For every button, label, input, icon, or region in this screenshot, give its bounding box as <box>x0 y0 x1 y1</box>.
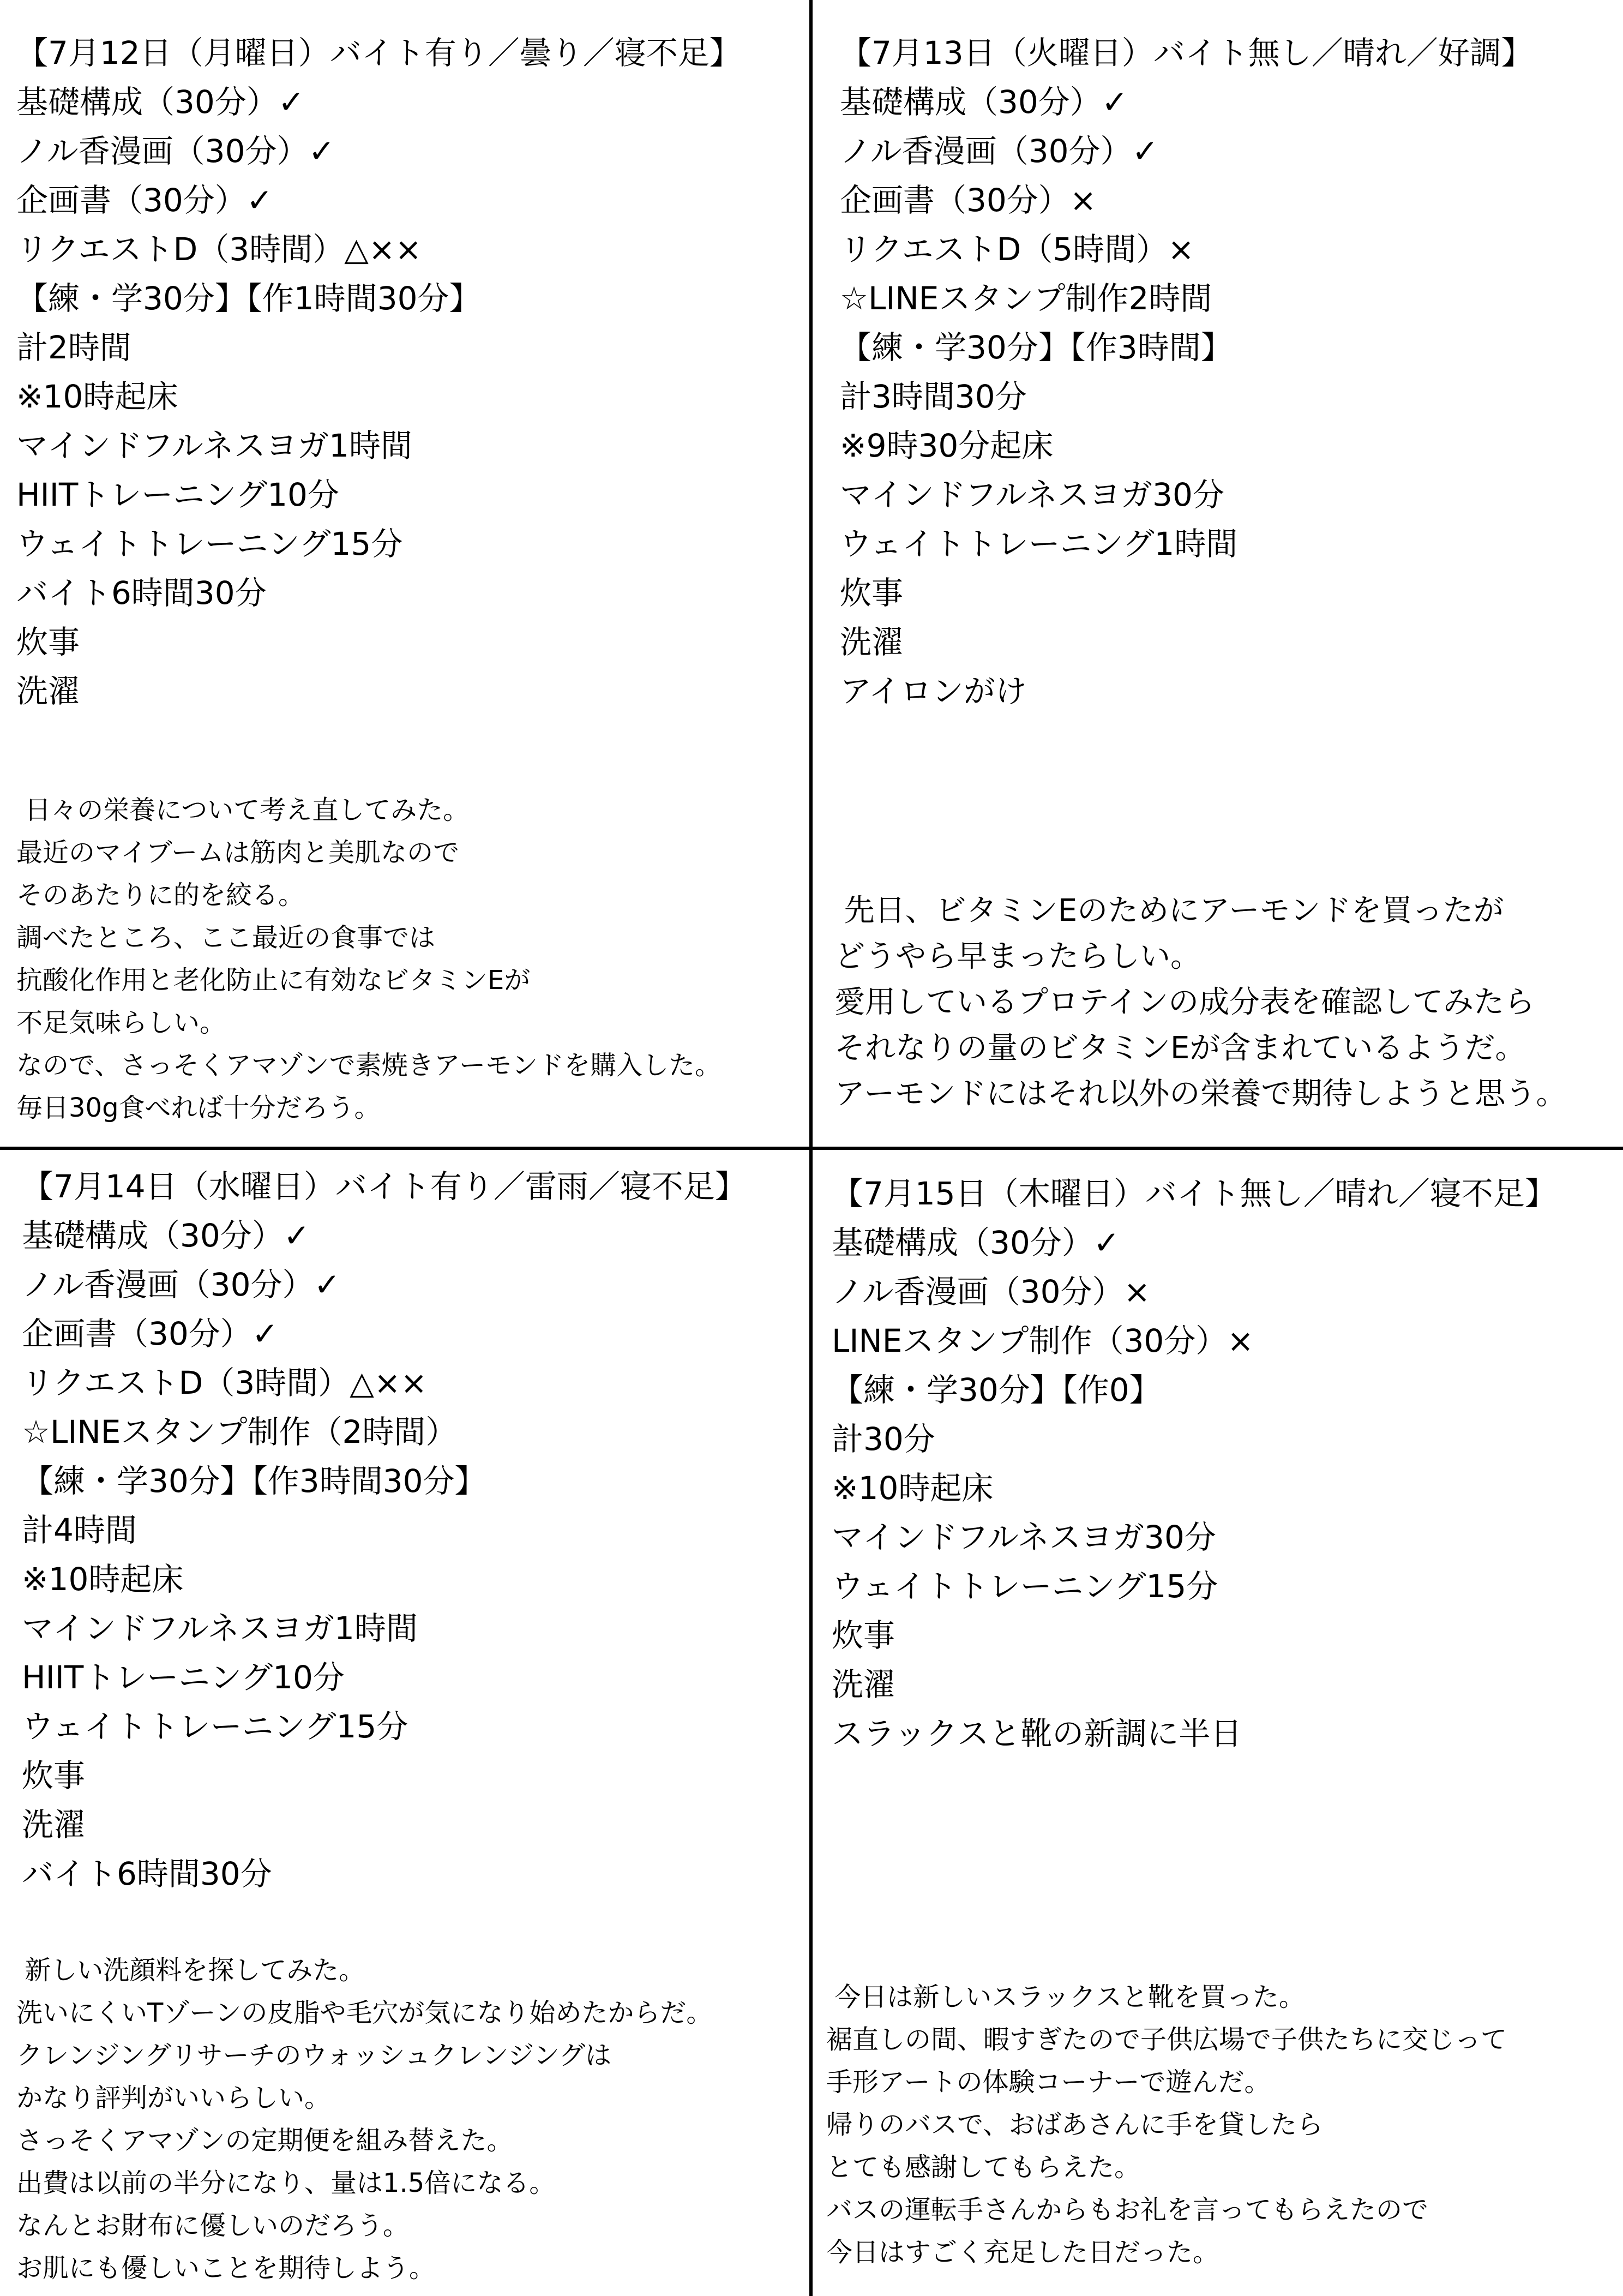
log-line: アイロンがけ <box>840 673 1027 710</box>
log-line: 洗濯 <box>832 1666 895 1703</box>
log-line: 計4時間 <box>22 1512 137 1549</box>
log-line: ノル香漫画（30分）✓ <box>22 1266 341 1303</box>
log-line: スラックスと靴の新調に半日 <box>832 1715 1242 1752</box>
note-line: クレンジングリサーチのウォッシュクレンジングは <box>16 2040 612 2071</box>
log-line: 洗濯 <box>840 624 904 661</box>
log-line: 洗濯 <box>22 1806 86 1843</box>
note-line: 帰りのバスで、おばあさんに手を貸したら <box>826 2109 1324 2140</box>
note-line: 不足気味らしい。 <box>16 1008 226 1038</box>
note-line: 日々の栄養について考え直してみた。 <box>16 795 470 825</box>
log-line: 企画書（30分）✓ <box>22 1315 279 1352</box>
log-line: 計30分 <box>832 1420 935 1458</box>
diary-note-0713 <box>834 888 1566 1117</box>
note-line: とても感謝してもらえた。 <box>826 2152 1141 2183</box>
log-line: ノル香漫画（30分）× <box>832 1273 1151 1310</box>
note-line: 抗酸化作用と老化防止に有効なビタミンEが <box>16 965 531 996</box>
note-line: 手形アートの体験コーナーで遊んだ。 <box>826 2067 1271 2097</box>
note-line: なんとお財布に優しいのだろう。 <box>16 2210 410 2241</box>
log-line: ※9時30分起床 <box>840 427 1054 464</box>
note-line: そのあたりに的を絞る。 <box>16 880 305 910</box>
log-line: ☆LINEスタンプ制作（2時間） <box>22 1413 458 1450</box>
note-line: 新しい洗顔料を探してみた。 <box>16 1955 365 1986</box>
entry-heading: 【7月14日（水曜日）バイト有り／雷雨／寝不足】 <box>22 1168 747 1205</box>
horizontal-divider <box>0 1147 1623 1150</box>
log-line: ウェイトトレーニング1時間 <box>840 525 1238 562</box>
log-line: マインドフルネスヨガ30分 <box>832 1519 1216 1556</box>
note-line: 愛用しているプロテインの成分表を確認してみたら <box>834 985 1535 1020</box>
log-entry-0715 <box>832 1169 1556 1758</box>
note-line: 先日、ビタミンEのためにアーモンドを買ったが <box>834 893 1504 928</box>
diary-note-0712 <box>16 789 721 1129</box>
note-line: 出費は以前の半分になり、量は1.5倍になる。 <box>16 2168 556 2198</box>
log-line: ※10時起床 <box>16 378 178 415</box>
log-line: 計3時間30分 <box>840 378 1027 415</box>
log-line: マインドフルネスヨガ1時間 <box>22 1610 418 1647</box>
log-line: HIITトレーニング10分 <box>16 476 339 513</box>
log-line: ※10時起床 <box>22 1561 184 1598</box>
log-line: バイト6時間30分 <box>16 574 267 612</box>
note-line: お肌にも優しいことを期待しよう。 <box>16 2253 436 2283</box>
log-line: マインドフルネスヨガ1時間 <box>16 427 412 464</box>
diary-note-0714 <box>16 1949 712 2289</box>
log-line: ウェイトトレーニング15分 <box>832 1568 1218 1605</box>
log-line: 【練・学30分】【作3時間30分】 <box>22 1462 486 1500</box>
note-line: かなり評判がいいらしい。 <box>16 2083 331 2113</box>
entry-heading: 【7月15日（木曜日）バイト無し／晴れ／寝不足】 <box>832 1175 1556 1212</box>
note-line: それなりの量のビタミンEが含まれているようだ。 <box>834 1030 1526 1066</box>
entry-heading: 【7月13日（火曜日）バイト無し／晴れ／好調】 <box>840 34 1533 71</box>
log-line: 炊事 <box>22 1757 86 1794</box>
note-line: 洗いにくいTゾーンの皮脂や毛穴が気になり始めたからだ。 <box>16 1998 713 2028</box>
note-line: バスの運転手さんからもお礼を言ってもらえたので <box>826 2195 1429 2225</box>
log-line: 基礎構成（30分）✓ <box>840 83 1128 121</box>
log-line: 【練・学30分】【作1時間30分】 <box>16 280 481 317</box>
log-line: 【練・学30分】【作0】 <box>832 1371 1161 1408</box>
log-line: ※10時起床 <box>832 1470 994 1507</box>
note-line: 今日はすごく充足した日だった。 <box>826 2237 1219 2268</box>
log-line: ノル香漫画（30分）✓ <box>16 133 335 170</box>
log-line: 【練・学30分】【作3時間】 <box>840 329 1233 366</box>
log-line: リクエストD（3時間）△×× <box>16 231 422 268</box>
log-line: 炊事 <box>840 574 904 612</box>
note-line: 調べたところ、ここ最近の食事では <box>16 922 436 953</box>
entry-heading: 【7月12日（月曜日）バイト有り／曇り／寝不足】 <box>16 34 741 71</box>
log-line: バイト6時間30分 <box>22 1855 272 1892</box>
note-line: 裾直しの間、暇すぎたので子供広場で子供たちに交じって <box>826 2024 1507 2055</box>
note-line: どうやら早まったらしい。 <box>834 939 1201 974</box>
note-line: 最近のマイブームは筋肉と美肌なので <box>16 837 460 868</box>
note-line: なので、さっそくアマゾンで素焼きアーモンドを購入した。 <box>16 1050 722 1081</box>
log-line: マインドフルネスヨガ30分 <box>840 476 1224 513</box>
log-line: ☆LINEスタンプ制作2時間 <box>840 280 1212 317</box>
log-line: 炊事 <box>16 624 80 661</box>
log-line: ウェイトトレーニング15分 <box>16 525 403 562</box>
log-line: 企画書（30分）× <box>840 182 1097 219</box>
log-line: ウェイトトレーニング15分 <box>22 1708 408 1745</box>
note-line: 毎日30g食べれば十分だろう。 <box>16 1093 381 1123</box>
log-line: LINEスタンプ制作（30分）× <box>832 1322 1254 1359</box>
log-line: 炊事 <box>832 1617 895 1654</box>
log-line: ノル香漫画（30分）✓ <box>840 133 1159 170</box>
log-entry-0712 <box>16 28 741 716</box>
log-line: 基礎構成（30分）✓ <box>16 83 305 121</box>
log-line: リクエストD（3時間）△×× <box>22 1364 428 1401</box>
log-line: リクエストD（5時間）× <box>840 231 1194 268</box>
note-line: アーモンドにはそれ以外の栄養で期待しようと思う。 <box>834 1076 1567 1112</box>
diary-note-0715 <box>826 1976 1507 2274</box>
note-line: さっそくアマゾンの定期便を組み替えた。 <box>16 2125 513 2156</box>
log-line: HIITトレーニング10分 <box>22 1659 345 1696</box>
log-line: 洗濯 <box>16 673 80 710</box>
log-entry-0714 <box>22 1162 747 1898</box>
log-line: 基礎構成（30分）✓ <box>22 1217 310 1254</box>
log-line: 基礎構成（30分）✓ <box>832 1224 1120 1261</box>
log-line: 企画書（30分）✓ <box>16 182 273 219</box>
log-entry-0713 <box>840 28 1533 716</box>
log-line: 計2時間 <box>16 329 131 366</box>
note-line: 今日は新しいスラックスと靴を買った。 <box>826 1982 1305 2012</box>
